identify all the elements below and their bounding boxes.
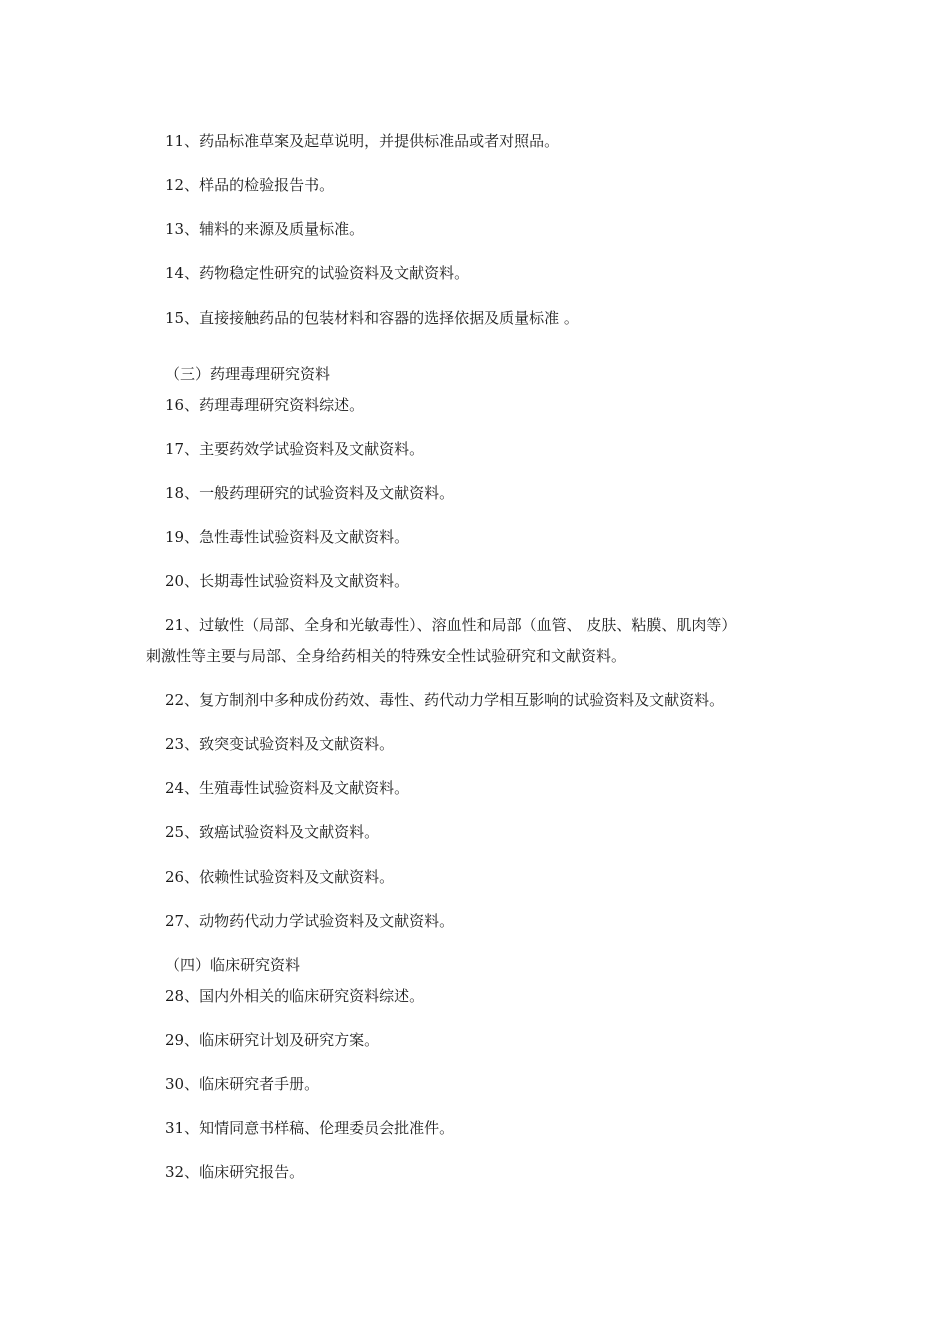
list-item: 23、致突变试验资料及文献资料。: [165, 735, 395, 753]
list-item: 29、临床研究计划及研究方案。: [165, 1031, 380, 1049]
section-heading-pharmacology: （三）药理毒理研究资料: [165, 365, 331, 383]
list-item: 14、药物稳定性研究的试验资料及文献资料。: [165, 264, 470, 282]
list-item: 30、临床研究者手册。: [165, 1075, 320, 1093]
list-item: 31、知情同意书样稿、伦理委员会批准件。: [165, 1119, 455, 1137]
list-item: 17、主要药效学试验资料及文献资料。: [165, 440, 425, 458]
list-item: 15、直接接触药品的包装材料和容器的选择依据及质量标准 。: [165, 309, 579, 327]
list-item: 19、急性毒性试验资料及文献资料。: [165, 528, 410, 546]
list-item: 22、复方制剂中多种成份药效、毒性、药代动力学相互影响的试验资料及文献资料。: [165, 691, 725, 709]
list-item: 18、一般药理研究的试验资料及文献资料。: [165, 484, 455, 502]
section-heading-clinical: （四）临床研究资料: [165, 956, 301, 974]
list-item: 25、致癌试验资料及文献资料。: [165, 823, 380, 841]
list-item: 16、药理毒理研究资料综述。: [165, 396, 365, 414]
list-item: 27、动物药代动力学试验资料及文献资料。: [165, 912, 455, 930]
list-item: 28、国内外相关的临床研究资料综述。: [165, 987, 425, 1005]
list-item: 20、长期毒性试验资料及文献资料。: [165, 572, 410, 590]
list-item: 13、辅料的来源及质量标准。: [165, 220, 365, 238]
list-item: 12、样品的检验报告书。: [165, 176, 335, 194]
list-item-continuation: 刺激性等主要与局部、全身给药相关的特殊安全性试验研究和文献资料。: [146, 647, 627, 665]
list-item: 24、生殖毒性试验资料及文献资料。: [165, 779, 410, 797]
list-item: 11、药品标准草案及起草说明，并提供标准品或者对照品。: [165, 132, 560, 150]
list-item: 32、临床研究报告。: [165, 1163, 305, 1181]
list-item: 21、过敏性（局部、全身和光敏毒性）、溶血性和局部（血管、 皮肤、粘膜、肌肉等）: [165, 616, 737, 634]
list-item: 26、依赖性试验资料及文献资料。: [165, 868, 395, 886]
